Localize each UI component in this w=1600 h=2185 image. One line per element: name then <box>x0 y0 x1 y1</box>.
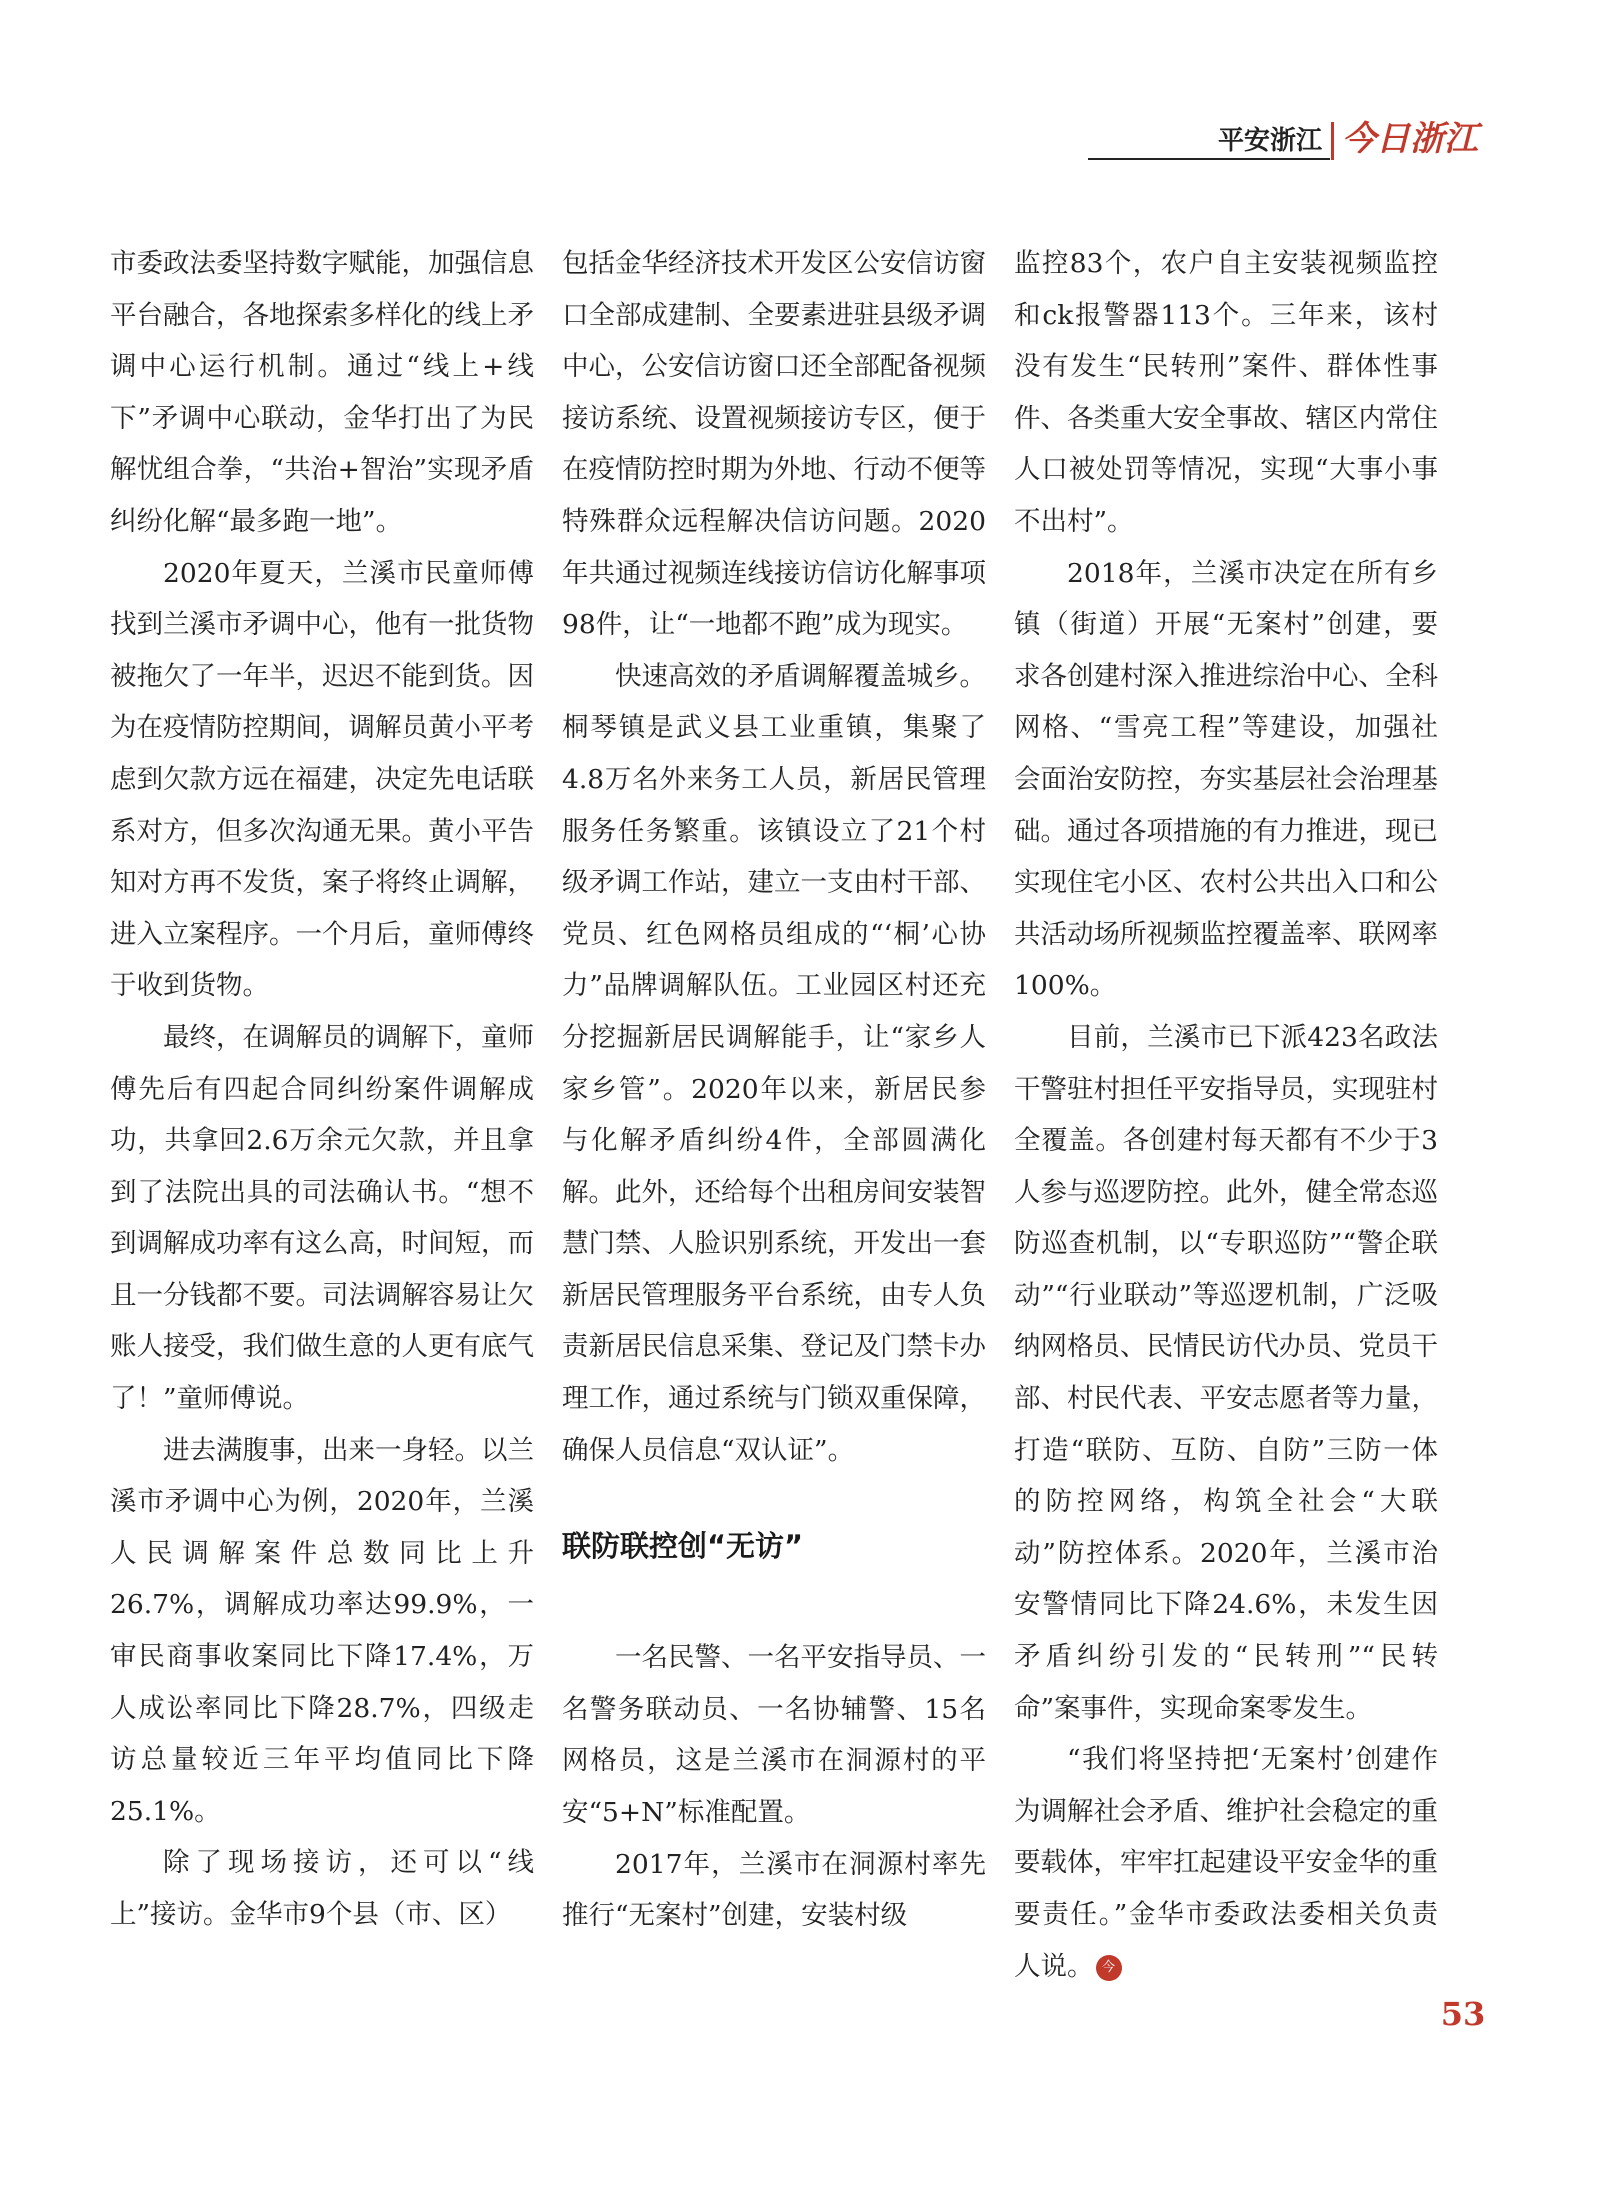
paragraph: 2017年，兰溪市在洞源村率先推行“无案村”创建，安装村级 <box>562 1848 986 1932</box>
paragraph: 2018年，兰溪市决定在所有乡镇（街道）开展“无案村”创建，要求各创建村深入推进综治中心、全科网格、“雪亮工程”等建设，加强社会面治安防控，夯实基层社会治理基础。通过各项措施的有力推进，现已实现住宅小区、农村公共出入口和公共活动场所视频监控覆盖率、联网率100%。 <box>1014 557 1438 1002</box>
paragraph: 除了现场接访，还可以“线上”接访。金华市9个县（市、区） <box>110 1847 534 1930</box>
paragraph: 最终，在调解员的调解下，童师傅先后有四起合同纠纷案件调解成功，共拿回2.6万余元欠款，并且拿到了法院出具的司法确认书。“想不到调解成功率有这么高，时间短，而且一分钱都不要。司法调解容易让欠账人接受，我们做生意的人更有底气了！”童师傅说。 <box>110 1021 534 1415</box>
header-section-title: 平安浙江 <box>1217 126 1322 156</box>
paragraph: 监控83个，农户自主安装视频监控和ck报警器113个。三年来，该村没有发生“民转刑”案件、群体性事件、各类重大安全事故、辖区内常住人口被处罚等情况，实现“大事小事不出村”。 <box>1014 248 1438 537</box>
paragraph: 一名民警、一名平安指导员、一名警务联动员、一名协辅警、15名网格员，这是兰溪市在洞源村的平安“5+N”标准配置。 <box>562 1642 986 1829</box>
end-of-article-icon: 今 <box>1096 1955 1122 1981</box>
section-heading: 联防联控创“无访” <box>562 1529 804 1564</box>
paragraph-final <box>1014 1734 1438 1992</box>
header-divider <box>1331 122 1334 160</box>
magazine-logo: 今日浙江 <box>1342 119 1478 159</box>
page-number: 53 <box>1440 1995 1486 2033</box>
paragraph: 包括金华经济技术开发区公安信访窗口全部成建制、全要素进驻县级矛调中心，公安信访窗口还全部配备视频接访系统、设置视频接访专区，便于在疫情防控时期为外地、行动不便等特殊群众远程解决信访问题。2020年共通过视频连线接访信访化解事项98件，让“一地都不跑”成为现实。 <box>562 248 986 641</box>
paragraph-final-text: “我们将坚持把‘无案村’创建作为调解社会矛盾、维护社会稳定的重要载体，牢牢扛起建设平安金华的重要责任。”金华市委政法委相关负责人说。 <box>1014 1744 1438 1982</box>
paragraph: 进去满腹事，出来一身轻。以兰溪市矛调中心为例，2020年，兰溪人民调解案件总数同比上升26.7%，调解成功率达99.9%，一审民商事收案同比下降17.4%，万人成讼率同比下降28.7%，四级走访总量较近三年平均值同比下降25.1%。 <box>110 1434 534 1827</box>
article-column-1 <box>110 238 534 1941</box>
page-header <box>1088 118 1480 166</box>
paragraph: 市委政法委坚持数字赋能，加强信息平台融合，各地探索多样化的线上矛调中心运行机制。通过“线上+线下”矛调中心联动，金华打出了为民解忧组合拳，“共治+智治”实现矛盾纠纷化解“最多跑一地”。 <box>110 248 534 537</box>
header-rule <box>1088 158 1330 160</box>
article-column-3 <box>1014 238 1438 1992</box>
paragraph: 快速高效的矛盾调解覆盖城乡。桐琴镇是武义县工业重镇，集聚了4.8万名外来务工人员，新居民管理服务任务繁重。该镇设立了21个村级矛调工作站，建立一支由村干部、党员、红色网格员组成的“‘桐’心协力”品牌调解队伍。工业园区村还充分挖掘新居民调解能手，让“家乡人家乡管”。2020年以来，新居民参与化解矛盾纠纷4件，全部圆满化解。此外，还给每个出租房间安装智慧门禁、人脸识别系统，开发出一套新居民管理服务平台系统，由专人负责新居民信息采集、登记及门禁卡办理工作，通过系统与门锁双重保障，确保人员信息“双认证”。 <box>562 660 986 1466</box>
paragraph: 目前，兰溪市已下派423名政法干警驻村担任平安指导员，实现驻村全覆盖。各创建村每天都有不少于3人参与巡逻防控。此外，健全常态巡防巡查机制，以“专职巡防”“警企联动”“行业联动”等巡逻机制，广泛吸纳网格员、民情民访代办员、党员干部、村民代表、平安志愿者等力量，打造“联防、互防、自防”三防一体的防控网络，构筑全社会“大联动”防控体系。2020年，兰溪市治安警情同比下降24.6%，未发生因矛盾纠纷引发的“民转刑”“民转命”案事件，实现命案零发生。 <box>1014 1021 1438 1724</box>
article-column-2 <box>562 238 986 1942</box>
paragraph: 2020年夏天，兰溪市民童师傅找到兰溪市矛调中心，他有一批货物被拖欠了一年半，迟迟不能到货。因为在疫情防控期间，调解员黄小平考虑到欠款方远在福建，决定先电话联系对方，但多次沟通无果。黄小平告知对方再不发货，案子将终止调解，进入立案程序。一个月后，童师傅终于收到货物。 <box>110 557 534 1002</box>
